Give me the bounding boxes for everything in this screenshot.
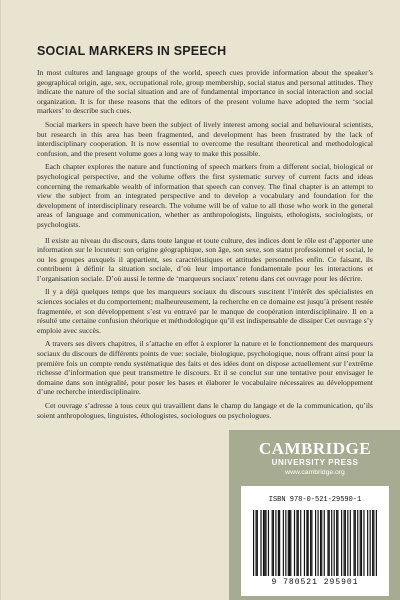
barcode-icon [253, 510, 377, 576]
blurb-paragraph-en-2: Social markers in speech have been the subject of lively interest among social and behavioural scientists, but research in this area has been fragmented, and development has been frustrated by the lack of interdisciplinary cooperation. It is now essential to overcome the resultant theoretical and methodological confusion, and the present volume goes a long way to make this possible. [37, 119, 373, 158]
publisher-logo [229, 440, 400, 477]
blurb-paragraph-fr-3: A travers ses divers chapitres, il s’attache en effet à explorer la nature et le fonctionnement des marqueurs sociaux du discours de différents points de vue: sociale, biologique, psychologique, nous offrant ainsi pour la première fois un compte rendu systématique des faits et des idées dont on dispose actuellement sur l’extrême richesse d’information que peut transmettre le discours. Et il se conclut sur une tentative pour envisager le domaine dans son intégralité, pour poser les bases et élaborer le vocabulaire nécessaires au développement d’une recherche interdisciplinaire. [37, 339, 373, 397]
blurb-paragraph-fr-4: Cet ouvrage s’adresse à tous ceux qui travaillent dans le champ du langage et de la communication, qu’ils soient anthropologues, linguistes, éthologistes, sociologues ou psychologues. [37, 401, 373, 420]
blurb-paragraph-fr-2: Il y a déjà quelques temps que les marqueurs sociaux du discours suscitent l’intérêt des spécialistes en sciences sociales et du comportement; malheureusement, la recherche en ce domaine est jusqu’à présent restée fragmentée, et son développement s’est vu entravé par le manque de coopération interdisciplinaire. Il en a résulté une certaine confusion théorique et méthodologique qu’il est indispensable de dissiper Cet ouvrage s’y emploie avec succès. [37, 287, 373, 335]
publisher-url: www.cambridge.org [285, 469, 345, 476]
blurb-paragraph-en-3: Each chapter explores the nature and functioning of speech markers from a different social, biological or psychological perspective, and the volume offers the first systematic survey of current facts and ideas concerning the remarkable wealth of information that speech can convey. The final chapter is an attempt to view the subject from an integrated perspective and to develop a vocabulary and foundation for the development of interdisciplinary research. The volume will be of value to all those who work in the general areas of language and communication, whether as anthropologists, linguists, ethologists, sociologists, or psychologists. [37, 162, 373, 229]
barcode-number: 9 780521 295901 [271, 578, 359, 587]
isbn-text: ISBN 978-0-521-29590-1 [268, 496, 362, 504]
barcode-box [241, 486, 389, 596]
publisher-name: CAMBRIDGE [258, 439, 372, 458]
publisher-panel [229, 430, 400, 600]
blurb-paragraph-en-1: In most cultures and language groups of the world, speech cues provide information about the speaker’s geographical origin, age, sex, occupational role, group membership, social status and personal attitudes. They indicate the nature of the social situation and are of fundamental importance in social interaction and social organization. It is for these reasons that the editors of the present volume have adopted the term ‘social markers’ to describe such cues. [37, 68, 373, 116]
book-title: SOCIAL MARKERS IN SPEECH [37, 44, 227, 58]
publisher-subtitle: UNIVERSITY PRESS [271, 458, 359, 467]
blurb-text [37, 68, 373, 424]
blurb-paragraph-fr-1: Il existe au niveau du discours, dans toute langue et toute culture, des indices dont le rôle est d’apporter une information sur le locuteur: son origine géographique, son âge, son sexe, son statut professionnel et social, le ou les groupes auxquels il appartient, ses caractéristiques et attitudes personnelles enfin. Ce faisant, ils contribuent à définir la situation sociale, d’où leur importance fondamentale pour les interactions et l’organisation sociale. D’où aussi le terme de ‘marqueurs sociaux’ retenu dans cet ouvrage pour les décrire. [37, 235, 373, 283]
